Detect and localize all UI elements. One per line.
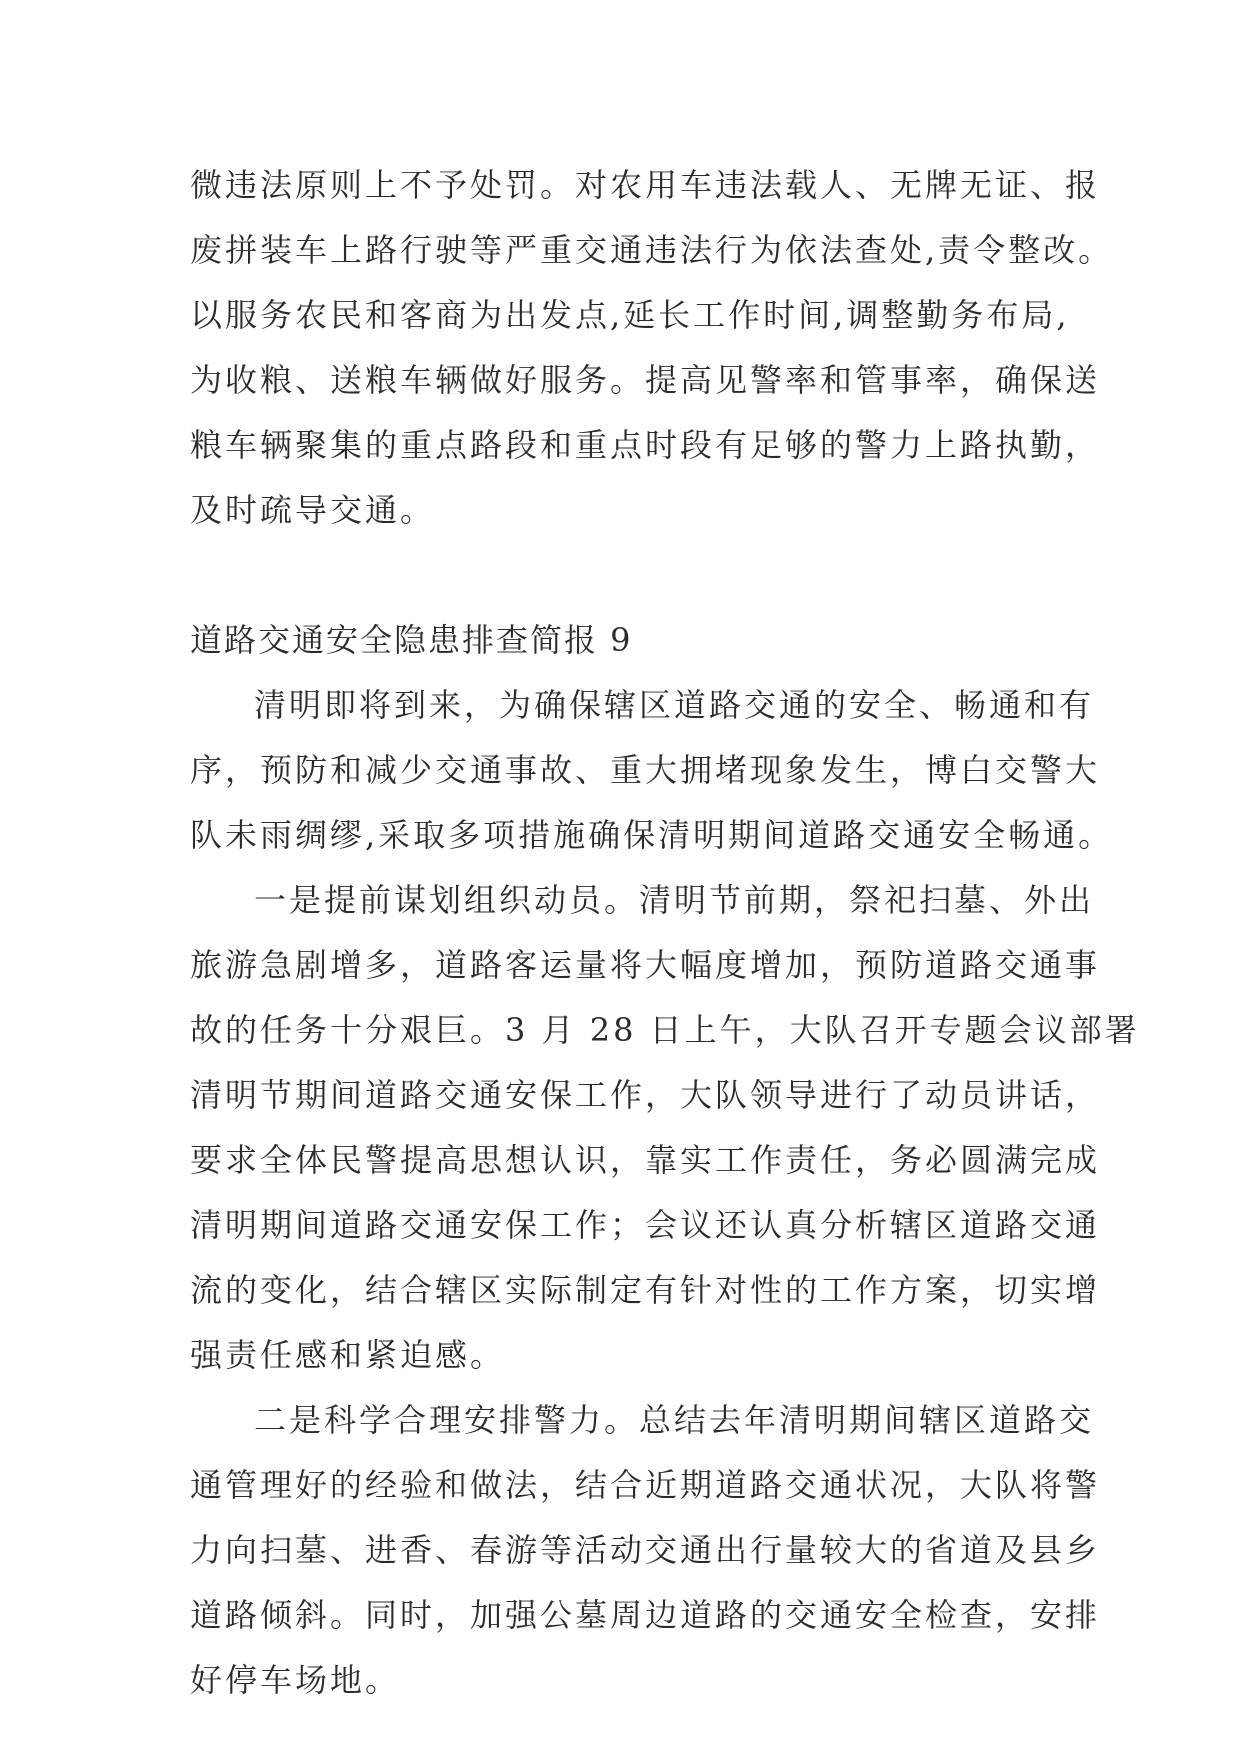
paragraph-line: 要求全体民警提高思想认识，靠实工作责任，务必圆满完成 — [190, 1141, 1101, 1179]
paragraph-line: 清明期间道路交通安保工作；会议还认真分析辖区道路交通 — [190, 1206, 1101, 1244]
paragraph-line: 清明即将到来，为确保辖区道路交通的安全、畅通和有 — [254, 686, 1095, 724]
paragraph-line: 旅游急剧增多，道路客运量将大幅度增加，预防道路交通事 — [190, 946, 1101, 984]
paragraph-line: 清明节期间道路交通安保工作，大队领导进行了动员讲话， — [190, 1076, 1101, 1114]
section-title: 道路交通安全隐患排查简报 9 — [190, 621, 633, 659]
paragraph-line: 强责任感和紧迫感。 — [190, 1336, 506, 1374]
text-line: 废拼装车上路行驶等严重交通违法行为依法查处,责令整改。 — [190, 231, 1114, 269]
paragraph-line: 力向扫墓、进香、春游等活动交通出行量较大的省道及县乡 — [190, 1531, 1101, 1569]
text-line: 以服务农民和客商为出发点,延长工作时间,调整勤务布局, — [190, 296, 1070, 334]
paragraph-line: 通管理好的经验和做法，结合近期道路交通状况，大队将警 — [190, 1466, 1101, 1504]
paragraph-line: 一是提前谋划组织动员。清明节前期，祭祀扫墓、外出 — [254, 881, 1095, 919]
paragraph-line: 流的变化，结合辖区实际制定有针对性的工作方案，切实增 — [190, 1271, 1101, 1309]
text-line: 微违法原则上不予处罚。对农用车违法载人、无牌无证、报 — [190, 166, 1101, 204]
paragraph-line: 队未雨绸缪,采取多项措施确保清明期间道路交通安全畅通。 — [190, 816, 1114, 854]
paragraph-line: 序，预防和减少交通事故、重大拥堵现象发生，博白交警大 — [190, 751, 1101, 789]
paragraph-line: 好停车场地。 — [190, 1661, 401, 1699]
paragraph-line: 故的任务十分艰巨。3 月 28 日上午，大队召开专题会议部署 — [190, 1011, 1140, 1049]
paragraph-line: 二是科学合理安排警力。总结去年清明期间辖区道路交 — [254, 1401, 1095, 1439]
text-line: 及时疏导交通。 — [190, 491, 436, 529]
paragraph-line: 道路倾斜。同时，加强公墓周边道路的交通安全检查，安排 — [190, 1596, 1101, 1634]
text-line: 为收粮、送粮车辆做好服务。提高见警率和管事率，确保送 — [190, 361, 1101, 399]
text-line: 粮车辆聚集的重点路段和重点时段有足够的警力上路执勤， — [190, 426, 1101, 464]
